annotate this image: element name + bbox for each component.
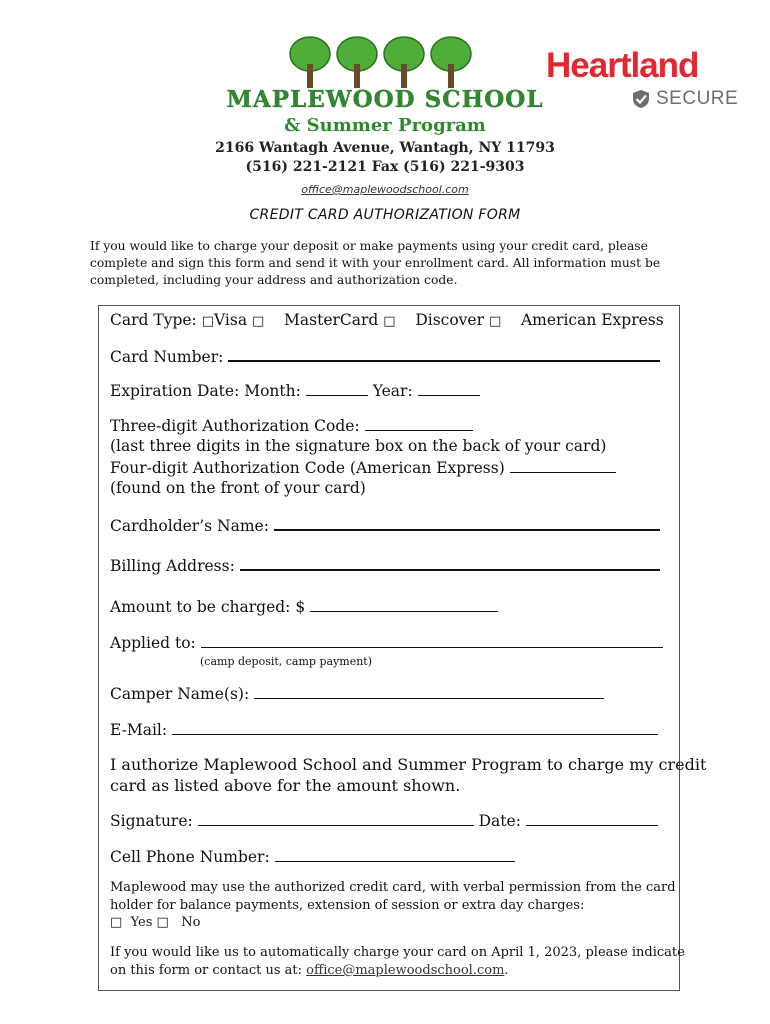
signature-row xyxy=(110,811,658,830)
auto-charge-line-1: If you would like us to automatically charge your card on April 1, 2023, please indicate xyxy=(110,945,685,960)
amount-label: Amount to be charged: $ xyxy=(110,598,306,616)
period: . xyxy=(504,963,509,978)
four-digit-note: (found on the front of your card) xyxy=(110,479,366,497)
expiration-month-label: Expiration Date: Month: xyxy=(110,382,301,400)
applied-row xyxy=(110,633,663,652)
expiration-month-field[interactable] xyxy=(306,381,368,396)
trees-logo xyxy=(287,34,473,90)
tree-icon xyxy=(290,37,330,88)
discover-option: Discover xyxy=(415,311,485,329)
visa-option: Visa xyxy=(214,311,248,329)
authorize-line-2: card as listed above for the amount shown. xyxy=(110,776,461,795)
permission-line-1: Maplewood may use the authorized credit card, with verbal permission from the card xyxy=(110,880,676,895)
tree-icon xyxy=(384,37,424,88)
three-digit-field[interactable] xyxy=(365,416,473,431)
no-label: No xyxy=(181,915,201,930)
email-field[interactable] xyxy=(172,720,658,735)
email-label: E-Mail: xyxy=(110,721,168,739)
applied-label: Applied to: xyxy=(110,634,196,652)
intro-paragraph: If you would like to charge your deposit or make payments using your credit card, please complete and sign this form and send it with your enrollment card. All information must be completed, including your address and authorization code. xyxy=(90,239,661,287)
expiration-row xyxy=(110,381,480,400)
permission-line-2: holder for balance payments, extension of session or extra day charges: xyxy=(110,898,585,913)
secure-badge xyxy=(631,88,738,110)
card-number-label: Card Number: xyxy=(110,348,224,366)
program-name: & Summer Program xyxy=(284,115,486,136)
shield-check-icon xyxy=(631,89,651,109)
card-type-row xyxy=(110,311,664,329)
cell-row xyxy=(110,847,515,866)
cardholder-field[interactable] xyxy=(274,515,660,531)
applied-note: (camp deposit, camp payment) xyxy=(200,655,373,668)
card-number-row xyxy=(110,346,660,366)
email-row xyxy=(110,720,658,739)
phone-line: (516) 221-2121 Fax (516) 221-9303 xyxy=(245,159,525,175)
tree-icon xyxy=(431,37,471,88)
cardholder-label: Cardholder’s Name: xyxy=(110,517,269,535)
date-label: Date: xyxy=(478,812,521,830)
mastercard-checkbox[interactable]: □ xyxy=(252,314,265,329)
three-digit-note: (last three digits in the signature box on the back of your card) xyxy=(110,437,607,455)
discover-checkbox[interactable]: □ xyxy=(383,314,396,329)
three-digit-row xyxy=(110,416,473,435)
yes-label: Yes xyxy=(130,915,153,930)
address-line: 2166 Wantagh Avenue, Wantagh, NY 11793 xyxy=(215,140,555,156)
billing-field[interactable] xyxy=(240,555,660,571)
camper-row xyxy=(110,684,604,703)
authorize-line-1: I authorize Maplewood School and Summer Program to charge my credit xyxy=(110,755,707,774)
signature-field[interactable] xyxy=(198,811,474,826)
no-checkbox[interactable]: □ xyxy=(156,915,169,930)
auto-charge-text: on this form or contact us at: xyxy=(110,963,302,978)
four-digit-label: Four-digit Authorization Code (American Express) xyxy=(110,459,505,477)
date-field[interactable] xyxy=(526,811,658,826)
four-digit-row xyxy=(110,458,616,477)
form-title: CREDIT CARD AUTHORIZATION FORM xyxy=(249,207,521,223)
billing-label: Billing Address: xyxy=(110,557,235,575)
cardholder-row xyxy=(110,515,660,535)
secure-label: SECURE xyxy=(656,88,739,109)
camper-field[interactable] xyxy=(254,684,604,699)
visa-checkbox[interactable]: □ xyxy=(201,314,215,329)
card-number-field[interactable] xyxy=(228,346,660,362)
header-email-link[interactable]: office@maplewoodschool.com xyxy=(301,183,469,196)
billing-row xyxy=(110,555,660,575)
cell-field[interactable] xyxy=(275,847,515,862)
yes-checkbox[interactable]: □ xyxy=(110,915,123,930)
mastercard-option: MasterCard xyxy=(284,311,379,329)
amex-checkbox[interactable]: □ xyxy=(488,314,502,329)
auto-charge-line-2 xyxy=(110,963,509,978)
camper-label: Camper Name(s): xyxy=(110,685,250,703)
amount-field[interactable] xyxy=(310,597,498,612)
amount-row xyxy=(110,597,498,616)
expiration-year-label: Year: xyxy=(372,382,413,400)
three-digit-label: Three-digit Authorization Code: xyxy=(110,417,360,435)
tree-icon xyxy=(337,37,377,88)
school-name: MAPLEWOOD SCHOOL xyxy=(226,86,544,113)
yes-no-row xyxy=(110,915,200,930)
card-type-label: Card Type: xyxy=(110,311,197,329)
four-digit-field[interactable] xyxy=(510,458,616,473)
applied-field[interactable] xyxy=(201,633,663,648)
amex-option: American Express xyxy=(520,311,664,329)
school-address xyxy=(180,139,590,177)
signature-label: Signature: xyxy=(110,812,193,830)
heartland-logo: Heartland xyxy=(546,46,699,85)
cell-label: Cell Phone Number: xyxy=(110,848,270,866)
expiration-year-field[interactable] xyxy=(418,381,480,396)
auto-charge-email-link[interactable]: office@maplewoodschool.com xyxy=(306,963,505,978)
